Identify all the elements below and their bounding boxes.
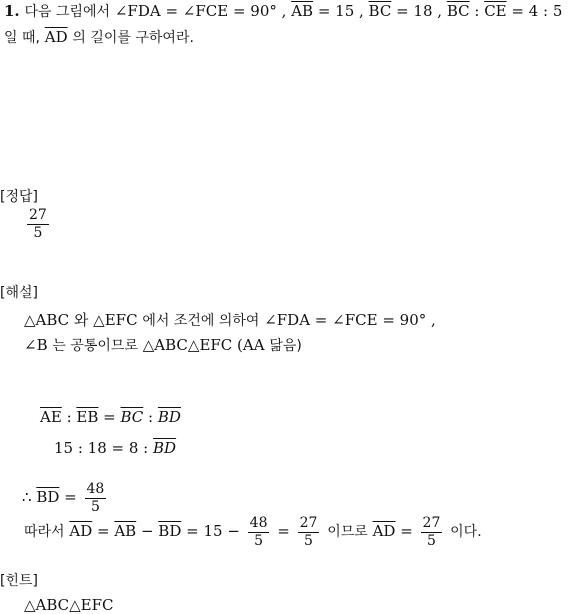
- segment-ce: $\overline{CE}$: [484, 2, 507, 20]
- hint-text: △ABC△EFC: [24, 596, 114, 614]
- segment-ab: $\overline{AB}$: [291, 2, 314, 20]
- problem-number: 1.: [4, 2, 20, 20]
- proportion-line: $\overline{AE}$ : $\overline{EB} = \overline{BC}$ : $\overline{BD}$: [40, 408, 181, 426]
- final-line: 따라서 $\overline{AD} = \overline{AB} - \overline{BD} = 15$ − $\frac{48}{5}$ = $\frac{27}{5}$ 이므로 $\overline{AD}$ = $\frac{27}{5}$ 이다.: [24, 515, 482, 549]
- segment-bc: $\overline{BC}$: [446, 2, 470, 20]
- problem-text: 다음 그림에서: [24, 4, 111, 20]
- answer-label: [정답]: [0, 189, 38, 205]
- explanation-line-2: ∠B 는 공통이므로 △ABC△EFC (AA 닮음): [24, 336, 302, 354]
- explanation-label: [해설]: [0, 285, 38, 301]
- explanation-line-1: △ABC 와 △EFC 에서 조건에 의하여 ∠FDA = ∠FCE = 90° ,: [24, 311, 436, 329]
- problem-line-1: 1. 다음 그림에서 ∠FDA = ∠FCE = 90° , $\overline{AB} = 15$ , $\overline{BC} = 18$ , $\overline{BC}$ : $\overline{CE} = 4$ : 5: [4, 2, 563, 20]
- substitution-line: 15 : 18 = 8 : $\overline{BD}$: [54, 439, 177, 457]
- problem-line-2: 일 때, $\overline{AD}$ 의 길이를 구하여라.: [4, 28, 194, 46]
- segment-ad: $\overline{AD}$: [44, 28, 68, 46]
- hint-label: [힌트]: [0, 573, 38, 589]
- angle-condition: ∠FDA = ∠FCE = 90° ,: [114, 2, 292, 20]
- ratio-value: = 4 : 5: [506, 2, 563, 20]
- therefore-line: ∴ $\overline{BD}$ = $\frac{48}{5}$: [22, 481, 105, 515]
- segment-bc: $\overline{BC}$: [368, 2, 392, 20]
- answer-value: $\frac{27}{5}$: [29, 207, 47, 241]
